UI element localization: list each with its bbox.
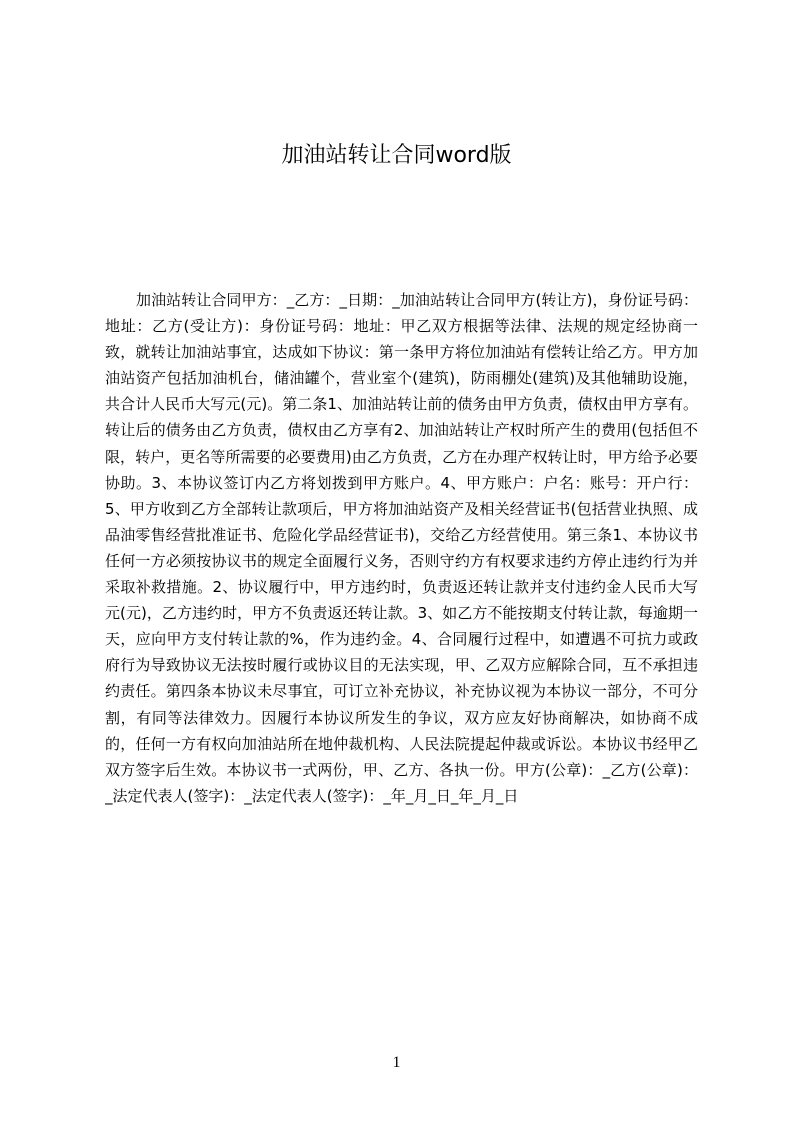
contract-body-paragraph: 加油站转让合同甲方：_乙方：_日期：_加油站转让合同甲方(转让方)，身份证号码：地址：乙方(受让方)：身份证号码：地址：甲乙双方根据等法律、法规的规定经协商一致，就转让加油站事宜，达成如下协议：第一条甲方将位加油站有偿转让给乙方。甲方加油站资产包括加油机台，储油罐个，营业室个(建筑)，防雨棚处(建筑)及其他辅助设施，共合计人民币大写元(元)。第二条1、加油站转让前的债务由甲方负责，债权由甲方享有。转让后的债务由乙方负责，债权由乙方享有2、加油站转让产权时所产生的费用(包括但不限，转户，更名等所需要的必要费用)由乙方负责，乙方在办理产权转让时，甲方给予必要协助。3、本协议签订内乙方将划拨到甲方账户。4、甲方账户：户名：账号：开户行：5、甲方收到乙方全部转让款项后，甲方将加油站资产及相关经营证书(包括营业执照、成品油零售经营批准证书、危险化学品经营证书)，交给乙方经营使用。第三条1、本协议书任何一方必须按协议书的规定全面履行义务，否则守约方有权要求违约方停止违约行为并采取补救措施。2、协议履行中，甲方违约时，负责返还转让款并支付违约金人民币大写元(元)，乙方违约时，甲方不负责返还转让款。3、如乙方不能按期支付转让款，每逾期一天，应向甲方支付转让款的%，作为违约金。4、合同履行过程中，如遭遇不可抗力或政府行为导致协议无法按时履行或协议目的无法实现，甲、乙双方应解除合同，互不承担违约责任。第四条本协议未尽事宜，可订立补充协议，补充协议视为本协议一部分，不可分割，有同等法律效力。因履行本协议所发生的争议，双方应友好协商解决，如协商不成的，任何一方有权向加油站所在地仲裁机构、人民法院提起仲裁或诉讼。本协议书经甲乙双方签字后生效。本协议书一式两份，甲、乙方、各执一份。甲方(公章)：_乙方(公章)：_法定代表人(签字)：_法定代表人(签字)：_年_月_日_年_月_日: [105, 291, 698, 805]
page-number: 1: [392, 1054, 401, 1071]
document-title: 加油站转让合同word版: [281, 143, 512, 168]
